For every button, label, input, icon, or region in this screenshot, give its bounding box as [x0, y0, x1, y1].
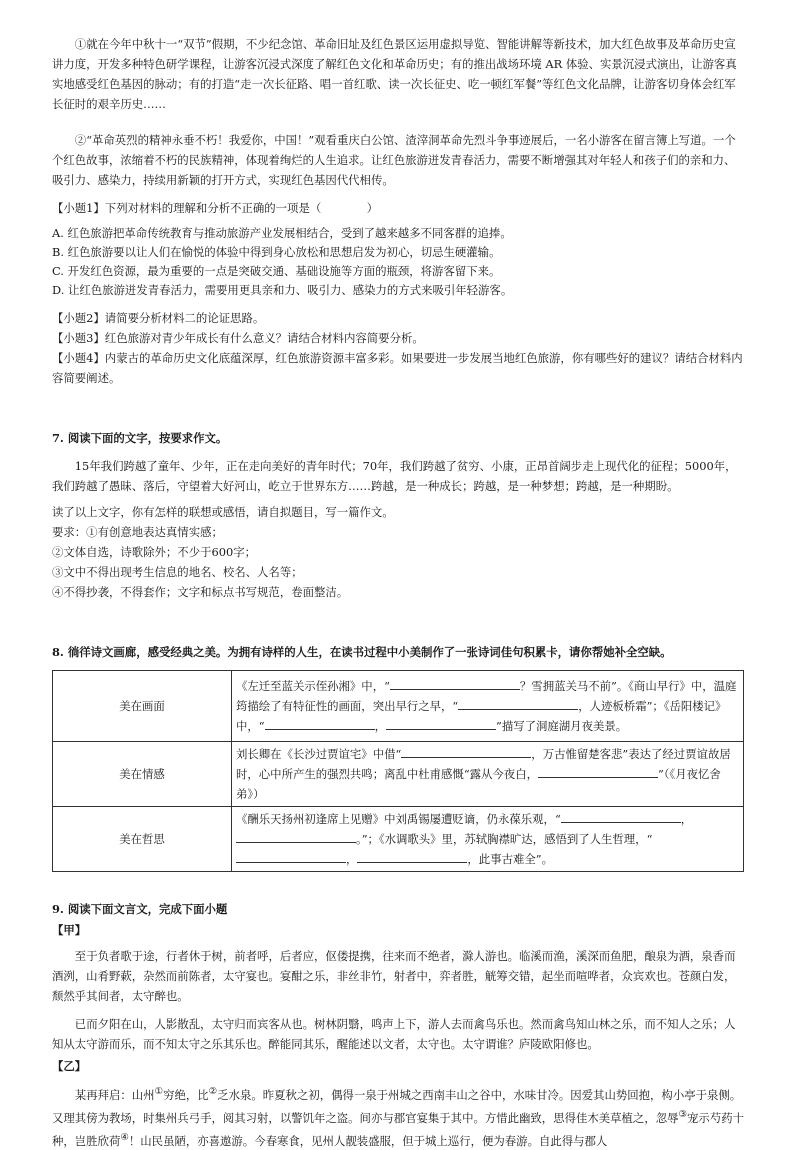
- answer-blank[interactable]: [236, 850, 346, 863]
- cell-text: ，人迹板桥霜”；《岳阳楼记》中，“: [236, 699, 727, 733]
- section-9-title: 9. 阅读下面文言文，完成下面小题: [52, 902, 228, 916]
- option-c: C. 开发红色资源，最为重要的一点是突破交通、基础设施等方面的瓶颈，将游客留下来。: [52, 264, 501, 278]
- answer-blank[interactable]: [538, 765, 658, 778]
- cell-text: 《酬乐天扬州初逢席上见赠》中刘禹锡屡遭贬谪，仍永葆乐观，“: [236, 812, 561, 826]
- answer-blank[interactable]: [386, 717, 496, 730]
- section-7-text: 15年我们跨越了童年、少年，正在走向美好的青年时代；70年，我们跨越了贫穷、小康，正昂首阔步走上现代化的征程；5000年，我们跨越了愚昧、落后，守望着大好河山，屹立于世界东方……跨越，是一种成长；跨越，是一种梦想；跨越，是一种期盼。: [52, 459, 737, 493]
- passage-text: 宠示芍药十种，岂胜欣荷: [52, 1110, 744, 1148]
- category-cell: 美在情感: [53, 742, 232, 807]
- footnote-marker: ③: [678, 1108, 688, 1120]
- cell-text: ”描写了洞庭湖月夜美景。: [496, 719, 628, 733]
- question-1-stem: 【小题1】下列对材料的理解和分析不正确的一项是（ ）: [52, 201, 379, 215]
- table-row: [53, 807, 744, 872]
- cell-text: ，: [680, 812, 693, 826]
- passage-jia-paragraph-1: 至于负者歌于途，行者休于树，前者呼，后者应，伛偻提携，往来而不绝者，滁人游也。临溪而渔，溪深而鱼肥，酿泉为酒，泉香而酒洌，山肴野蔌，杂然而前陈者，太守宴也。宴酣之乐，非丝非竹，射者中，弈者胜，觥筹交错，起坐而喧哗者，众宾欢也。苍颜白发，颓然乎其间者，太守醉也。: [52, 949, 736, 1003]
- footnote-marker: ①: [154, 1086, 164, 1097]
- cell-text: ，此事古难全”。: [467, 852, 553, 866]
- category-cell: 美在哲思: [53, 807, 232, 872]
- material-paragraph-2: ②“革命英烈的精神永垂不朽！我爱你，中国！”观看重庆白公馆、渣滓洞革命先烈斗争事迹展后，一名小游客在留言簿上写道。一个个红色故事，浓缩着不朽的民族精神，体现着绚烂的人生追求。让红色旅游迸发青春活力，需要不断增强其对年轻人和孩子们的亲和力、吸引力、感染力，持续用新颖的打开方式，实现红色基因代代相传。: [52, 133, 736, 187]
- section-7-requirement-4: ④不得抄袭，不得套作；文字和标点书写规范，卷面整洁。: [52, 585, 349, 599]
- option-d: D. 让红色旅游迸发青春活力，需要用更具亲和力、吸引力、感染力的方式来吸引年轻游客。: [52, 283, 513, 297]
- content-cell: [232, 671, 744, 742]
- cell-text: ，: [374, 719, 387, 733]
- passage-yi-paragraph: [52, 1082, 744, 1150]
- poetry-card-table: [52, 670, 744, 872]
- answer-blank[interactable]: [401, 745, 531, 758]
- material-paragraph-1: ①就在今年中秋十一“双节”假期，不少纪念馆、革命旧址及红色景区运用虚拟导览、智能讲解等新技术，加大红色故事及革命历史宣讲力度，开发多种特色研学课程，让游客沉浸式深度了解红色文化和革命历史；有的推出战场环境 AR 体验、实景沉浸式演出，让游客真实地感受红色基因的脉动；有的打造“走一次长征路、唱一首红歌、读一次长征史、吃一顿红军餐”等红色文化品牌，让游客切身体会红军长征时的艰辛历史……: [52, 37, 737, 111]
- footnote-marker: ②: [208, 1086, 218, 1097]
- answer-blank[interactable]: [236, 830, 356, 843]
- section-7-requirement-3: ③文中不得出现考生信息的地名、校名、人名等；: [52, 565, 303, 579]
- section-7-title: 7. 阅读下面的文字，按要求作文。: [52, 431, 228, 445]
- cell-text: ，: [346, 852, 358, 866]
- category-cell: 美在画面: [53, 671, 232, 742]
- section-7-prompt: 读了以上文字，你有怎样的联想或感悟，请自拟题目，写一篇作文。: [52, 505, 394, 519]
- passage-yi-label: 【乙】: [52, 1059, 87, 1073]
- section-7-requirement-2: ②文体自选，诗歌除外；不少于600字；: [52, 545, 256, 559]
- passage-text: 穷绝，比: [163, 1087, 209, 1102]
- answer-blank[interactable]: [458, 697, 578, 710]
- content-cell: [232, 807, 744, 872]
- passage-jia-paragraph-2: 已而夕阳在山，人影散乱，太守归而宾客从也。树林阴翳，鸣声上下，游人去而禽鸟乐也。然而禽鸟知山林之乐，而不知人之乐；人知从太守游而乐，而不知太守之乐其乐也。醉能同其乐，醒能述以文者，太守也。太守谓谁？庐陵欧阳修也。: [52, 1017, 736, 1051]
- answer-blank[interactable]: [357, 850, 467, 863]
- content-cell: [232, 742, 744, 807]
- question-4: 【小题4】内蒙古的革命历史文化底蕴深厚，红色旅游资源丰富多彩。如果要进一步发展当地红色旅游，你有哪些好的建议？请结合材料内容简要阐述。: [52, 351, 743, 385]
- cell-text: 《左迁至蓝关示侄孙湘》中，“: [236, 679, 390, 693]
- passage-text: 乏水泉。昨夏秋之初，偶得一泉于州城之西南丰山之谷中，水味甘冷。因爱其山势回抱，构小亭于泉侧。又理其傍为教场，时集州兵弓手，阅其习射，以警饥年之盗。间亦与郡官宴集于其中。方惜此幽致，思得佳木美草植之，忽辱: [52, 1087, 742, 1125]
- passage-jia-label: 【甲】: [52, 923, 87, 937]
- table-row: [53, 742, 744, 807]
- option-b: B. 红色旅游要以让人们在愉悦的体验中得到身心放松和思想启发为初心，切忌生硬灌输。: [52, 245, 501, 259]
- answer-blank[interactable]: [265, 717, 375, 730]
- cell-text: ，万古惟留楚客悲”表达了经过贾谊故居时，心中所产生的强烈共鸣；离乱中杜甫感慨“露从今夜白，: [236, 747, 731, 781]
- passage-text: 某再拜启：山州: [74, 1087, 155, 1102]
- cell-text: ？雪拥蓝关马不前”。《商山早行》中，温庭筠描绘了有特征性的画面，突出早行之早，“: [236, 679, 737, 713]
- question-3: 【小题3】红色旅游对青少年成长有什么意义？请结合材料内容简要分析。: [52, 331, 424, 345]
- section-7-requirement-1: 要求：①有创意地表达真情实感；: [52, 525, 223, 539]
- table-row: [53, 671, 744, 742]
- option-a: A. 红色旅游把革命传统教育与推动旅游产业发展相结合，受到了越来越多不同客群的追捧。: [52, 226, 512, 240]
- section-8-title: 8. 徜徉诗文画廊，感受经典之美。为拥有诗样的人生，在读书过程中小美制作了一张诗词佳句积累卡，请你帮她补全空缺。: [52, 645, 672, 659]
- passage-text: ！山民虽陋，亦喜遨游。今春寒食，见州人靓装盛服，但于城上巡行，便为春游。自此得与郡人: [128, 1133, 608, 1148]
- answer-blank[interactable]: [390, 677, 520, 690]
- exam-page: [52, 34, 744, 1150]
- cell-text: ”（《月夜忆舍弟》）: [236, 767, 721, 801]
- cell-text: 。”；《水调歌头》里，苏轼胸襟旷达，感悟到了人生哲理，“: [356, 832, 653, 846]
- answer-blank[interactable]: [561, 810, 681, 823]
- question-1-options: [52, 224, 744, 300]
- footnote-marker: ④: [120, 1131, 129, 1143]
- question-2: 【小题2】请简要分析材料二的论证思路。: [52, 311, 265, 325]
- cell-text: 刘长卿在《长沙过贾谊宅》中借“: [236, 747, 402, 761]
